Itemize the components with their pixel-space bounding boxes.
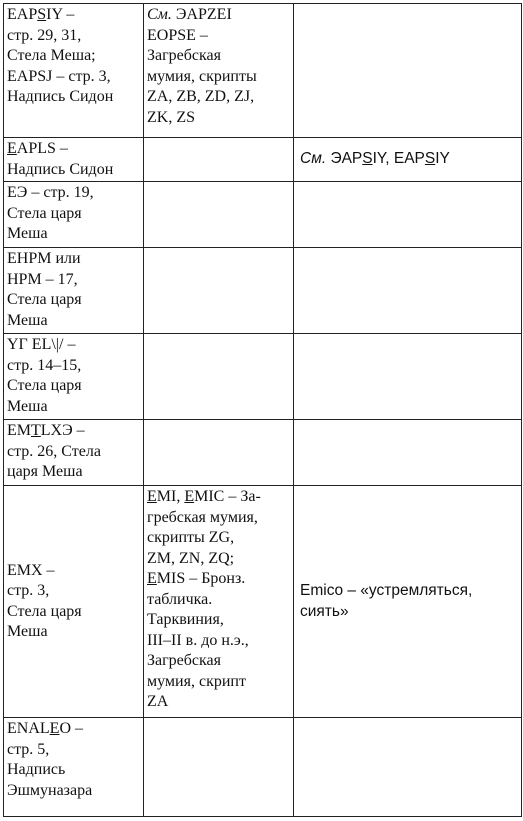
table-row	[4, 486, 522, 718]
table-row	[4, 182, 522, 248]
table-cell-col-2	[144, 718, 294, 817]
table-cell-col-1	[4, 486, 144, 718]
table-cell-col-2	[144, 420, 294, 486]
text-segment: ЕЭ – стр. 19, Стела царя Меша	[7, 184, 94, 242]
text-segment: EAP	[7, 6, 38, 23]
table-cell-col-3	[294, 420, 522, 486]
table-cell-col-2	[144, 4, 294, 138]
cell-text	[7, 139, 139, 180]
text-segment: IY	[435, 150, 450, 168]
table-cell-col-1	[4, 182, 144, 248]
table-cell-col-3	[294, 718, 522, 817]
underlined-letter: E	[147, 570, 157, 587]
table-row	[4, 4, 522, 138]
table-row	[4, 138, 522, 182]
table-row	[4, 248, 522, 334]
cell-text	[7, 183, 139, 245]
italic-reference: См.	[147, 6, 172, 23]
text-segment: APLS – Надпись Сидон	[7, 140, 114, 178]
cell-text	[7, 719, 139, 801]
underlined-letter: E	[184, 488, 195, 505]
text-segment: IY – стр. 29, 31, Стела Меша; EAPSJ – стр. 3, Надпись Сидон	[7, 6, 114, 105]
underlined-letter: S	[424, 150, 436, 168]
text-segment: IY, EAP	[372, 150, 425, 168]
italic-reference: См.	[300, 150, 327, 168]
underlined-letter: E	[147, 488, 157, 505]
table-row	[4, 420, 522, 486]
cell-text	[147, 5, 289, 128]
text-segment: MI,	[156, 488, 185, 505]
text-segment: ENAL	[7, 720, 50, 737]
cell-text	[7, 421, 139, 483]
text-segment: MIS – Бронз. табличка. Тарквиния, III–II в. до н.э., Загребская мумия, скрипт ZA	[147, 570, 249, 710]
cell-text	[7, 249, 139, 331]
table-cell-col-2	[144, 334, 294, 420]
table-cell-col-1	[4, 138, 144, 182]
text-segment: EMX – стр. 3, Стела царя Меша	[7, 561, 82, 640]
table-row	[4, 718, 522, 817]
table-cell-col-2	[144, 182, 294, 248]
table-cell-col-2	[144, 248, 294, 334]
text-segment: MIC – За- гребская мумия, скрипты ZG, ZM, ZN, ZQ;	[147, 488, 261, 567]
underlined-letter: E	[49, 720, 60, 737]
cell-text	[300, 149, 517, 170]
underlined-letter: E	[7, 140, 17, 157]
text-segment: YГ EL\|/ – стр. 14–15, Стела царя Меша	[7, 336, 82, 415]
table-cell-col-1	[4, 334, 144, 420]
table-row	[4, 334, 522, 420]
underlined-letter: S	[362, 150, 373, 168]
glossary-table-body	[4, 4, 522, 817]
text-segment: EHPM или HPM – 17, Стела царя Меша	[7, 250, 82, 329]
cell-text	[147, 487, 289, 713]
table-cell-col-2	[144, 486, 294, 718]
table-cell-col-1	[4, 248, 144, 334]
table-cell-col-3	[294, 138, 522, 182]
underlined-letter: T	[31, 422, 41, 439]
table-cell-col-3	[294, 4, 522, 138]
text-segment: Emico – «устремляться, сиять»	[300, 582, 473, 620]
table-cell-col-3	[294, 248, 522, 334]
table-cell-col-3	[294, 334, 522, 420]
text-segment: LXЭ – стр. 26, Стела царя Меша	[7, 422, 101, 480]
text-segment: O – стр. 5, Надпись Эшмуназара	[7, 720, 93, 799]
table-cell-col-2	[144, 138, 294, 182]
table-cell-col-1	[4, 4, 144, 138]
cell-text	[7, 5, 139, 108]
table-cell-col-1	[4, 420, 144, 486]
cell-text	[7, 561, 139, 643]
underlined-letter: S	[37, 6, 47, 23]
text-segment: EM	[7, 422, 31, 439]
glossary-table	[3, 3, 522, 817]
table-cell-col-1	[4, 718, 144, 817]
table-cell-col-3	[294, 182, 522, 248]
cell-text	[7, 335, 139, 417]
text-segment: ЭAP	[326, 150, 363, 168]
text-segment: ЭAPZEI EOPSE – Загребская мумия, скрипты ZA, ZB, ZD, ZJ, ZK, ZS	[147, 6, 257, 126]
table-cell-col-3	[294, 486, 522, 718]
cell-text	[300, 581, 517, 622]
